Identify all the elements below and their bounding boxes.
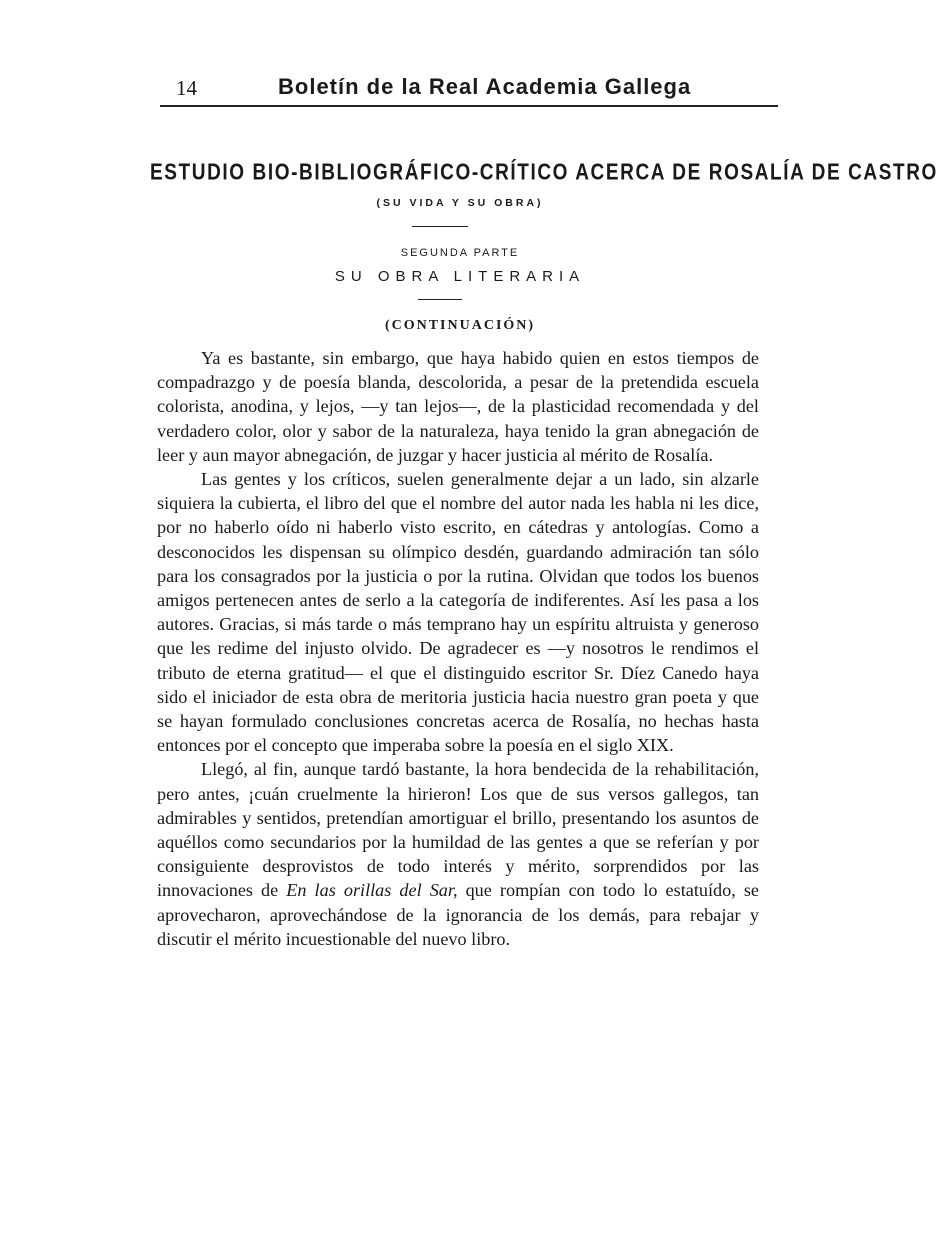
paragraph: Ya es bastante, sin embargo, que haya habido quien en estos tiempos de compadrazgo y de poesía blanda, descolorida, a pesar de la pretendida escuela colorista, anodina, y lejos, —y tan lejos—, de la plasticidad recomendada y del verdadero color, olor y sabor de la naturaleza, haya tenido la gran abnegación de leer y aun mayor abnegación, de juzgar y hacer justicia al mérito de Rosalía. xyxy=(157,348,759,465)
paragraph: Las gentes y los críticos, suelen generalmente dejar a un lado, sin alzarle siquiera la cubierta, el libro del que el nombre del autor nada les habla ni les dice, por no haberlo oído ni haberlo visto escrito, en cátedras y antologías. Como a desconocidos les dispensan su olímpico desdén, guardando admiración tan sólo para los consagrados por la justicia o por la rutina. Olvidan que todos los buenos amigos pertenecen antes de serlo a la categoría de indiferentes. Así les pasa a los autores. Gracias, si más tarde o más temprano hay un espíritu altruista y generoso que les redime del injusto olvido. De agradecer es —y nosotros le rendimos el tributo de eterna gratitud— el que el distinguido escritor Sr. Díez Canedo haya sido el iniciador de esta obra de meritoria justicia hacia nuestro gran poeta y que se hayan formulado conclusiones concretas acerca de Rosalía, no hechas hasta entonces por el concepto que imperaba sobre la poesía en el siglo XIX. xyxy=(157,469,759,756)
divider-rule xyxy=(418,299,462,300)
part-label: SEGUNDA PARTE xyxy=(400,247,520,259)
running-header xyxy=(160,72,778,106)
header-rule xyxy=(160,105,778,107)
paragraph-text: Llegó, al fin, aunque tardó bastante, la hora bendecida de la rehabilitación, pero antes, ¡cuán cruelmente la hirieron! Los que de sus versos gallegos, tan admirables y sentidos, pretendían amortiguar el brillo, presentando los asuntos de aquéllos como secundarios por la humildad de las gentes a que se referían y por consiguiente desprovistos de todo interés y mérito, sorprendidos por las innovaciones de xyxy=(157,759,759,901)
article-subtitle: (SU VIDA Y SU OBRA) xyxy=(376,197,544,209)
book-title: En las orillas del Sar, xyxy=(286,880,458,901)
page-number: 14 xyxy=(176,76,197,100)
article-body xyxy=(157,346,759,951)
article-title: ESTUDIO BIO-BIBLIOGRÁFICO-CRÍTICO ACERCA DE ROSALÍA DE CASTRO xyxy=(150,160,938,186)
divider-rule xyxy=(412,226,468,227)
section-title: SU OBRA LITERARIA xyxy=(334,268,586,285)
paragraph-text: que rompían con todo lo estatuído, se aprovecharon, aprovechándose de la ignorancia de los demás, para rebajar y discutir el mérito incuestionable del nuevo libro. xyxy=(157,880,759,949)
continuation-label: (CONTINUACIÓN) xyxy=(384,318,536,333)
paragraph xyxy=(157,757,759,951)
journal-title: Boletín de la Real Academia Gallega xyxy=(278,74,692,99)
